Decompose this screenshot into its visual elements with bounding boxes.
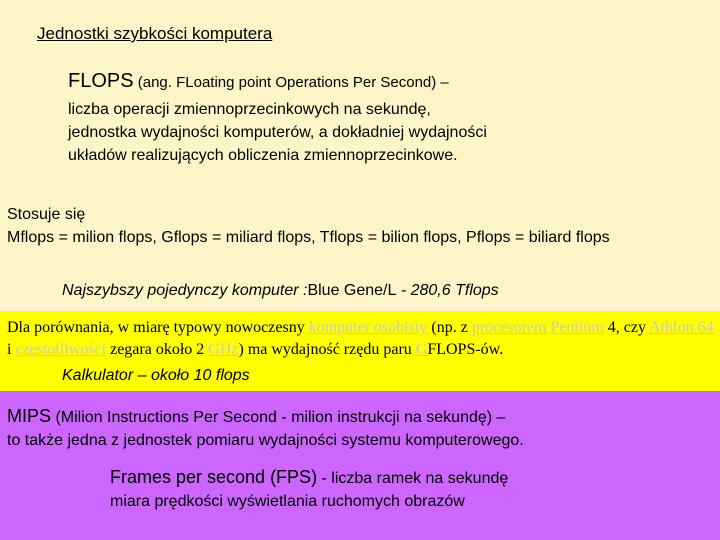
fps-description: miara prędkości wyświetlania ruchomych obrazów	[110, 493, 465, 510]
flops-term: FLOPS	[68, 70, 134, 92]
fps-expansion: - liczba ramek na sekundę	[317, 470, 509, 487]
link-pentium[interactable]: Pentium	[550, 319, 604, 336]
comparison-paragraph	[7, 317, 715, 361]
mips-description: to także jedna z jednostek pomiaru wydajności systemu komputerowego.	[7, 432, 524, 449]
flops-description	[68, 98, 708, 167]
comparison-text: FLOPS-ów.	[427, 341, 504, 358]
mips-paragraph	[7, 405, 715, 452]
comparison-text: 4, czy	[603, 319, 650, 336]
fastest-suffix: - 280,6 Tflops	[396, 282, 499, 299]
comparison-text: i	[7, 341, 16, 358]
units-intro: Stosuje się	[7, 206, 86, 223]
mips-expansion: (Milion Instructions Per Second - milion instrukcji na sekundę) –	[51, 409, 506, 426]
comparison-text: (np. z	[427, 319, 472, 336]
link-czestotliwosci[interactable]: częstotliwości	[15, 341, 107, 358]
calculator-note: Kalkulator – około 10 flops	[62, 367, 250, 384]
flops-desc-line: jednostka wydajności komputerów, a dokładniej wydajności	[68, 124, 487, 141]
flops-expansion: (ang. FLoating point Operations Per Second) –	[133, 74, 449, 91]
fastest-prefix: Najszybszy pojedynczy komputer :	[62, 282, 308, 299]
link-procesorem[interactable]: procesorem	[471, 319, 547, 336]
fps-term: Frames per second (FPS)	[110, 467, 318, 487]
link-komputer-osobisty[interactable]: komputer osobisty	[308, 319, 428, 336]
mips-term: MIPS	[7, 406, 52, 426]
link-athlon-64[interactable]: Athlon 64	[649, 319, 714, 336]
fastest-computer	[62, 282, 499, 300]
fastest-name: Blue Gene/L	[307, 282, 397, 299]
page-title: Jednostki szybkości komputera	[37, 24, 273, 43]
link-g[interactable]: G	[415, 341, 428, 358]
flops-desc-line: liczba operacji zmiennoprzecinkowych na sekundę,	[68, 101, 431, 118]
comparison-text: ) ma wydajność rzędu paru	[238, 341, 416, 358]
units-paragraph	[7, 203, 717, 249]
link-ghz[interactable]: GHz	[208, 341, 239, 358]
flops-desc-line: układów realizujących obliczenia zmiennoprzecinkowe.	[68, 147, 458, 164]
units-list: Mflops = milion flops, Gflops = miliard flops, Tflops = bilion flops, Pflops = biliard flops	[7, 229, 610, 246]
comparison-text: Dla porównania, w miarę typowy nowoczesny	[7, 319, 309, 336]
flops-heading	[68, 70, 449, 93]
comparison-text: zegara około 2	[106, 341, 209, 358]
fps-paragraph	[110, 466, 710, 513]
